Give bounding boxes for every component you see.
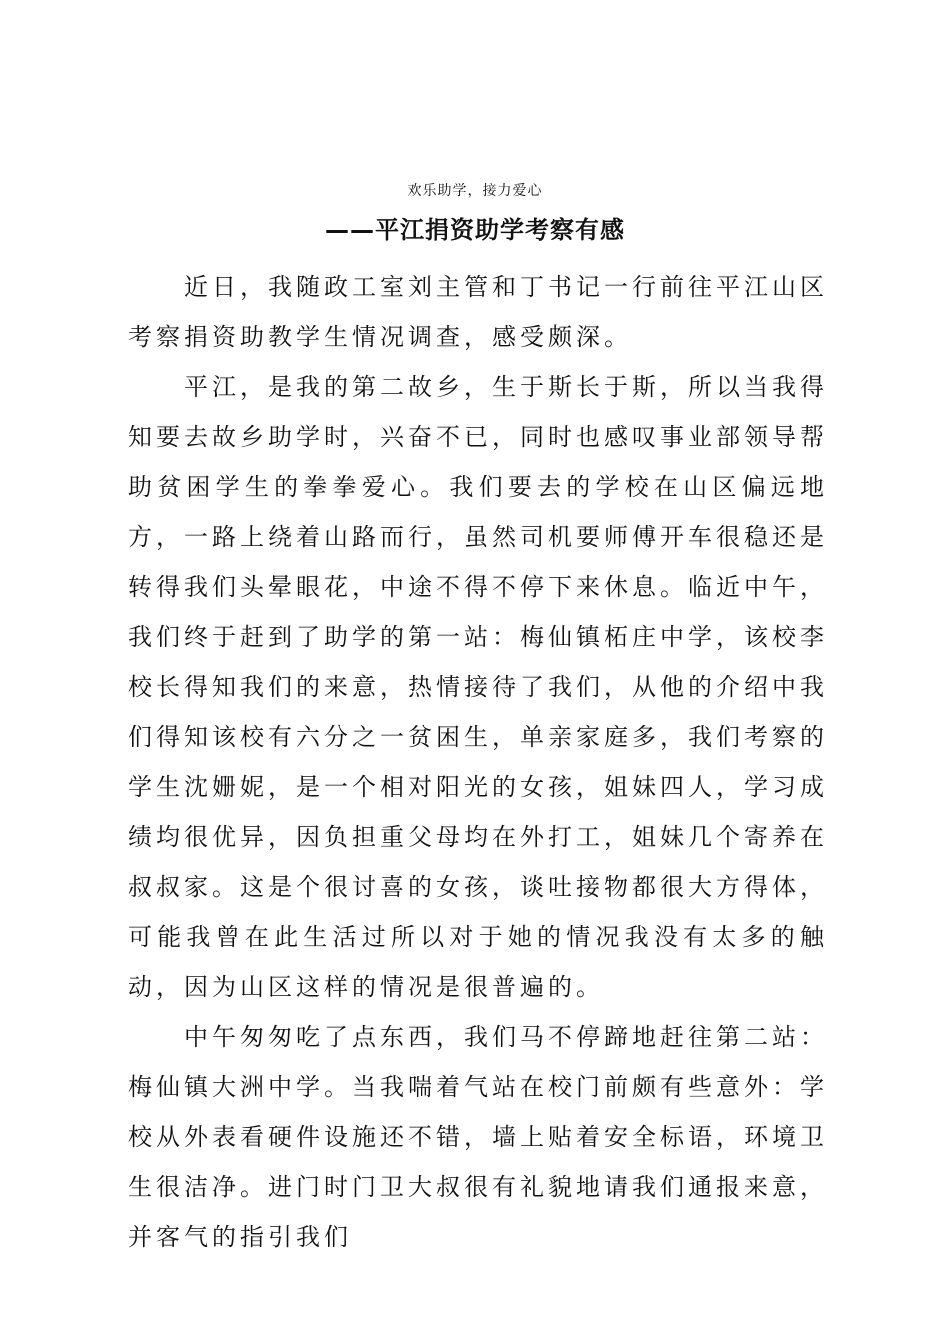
paragraph-2: 平江，是我的第二故乡，生于斯长于斯，所以当我得知要去故乡助学时，兴奋不已，同时也感叹事业部领导帮助贫困学生的拳拳爱心。我们要去的学校在山区偏远地方，一路上绕着山路而行，虽然司机要师傅开车很稳还是转得我们头晕眼花，中途不得不停下来休息。临近中午，我们终于赶到了助学的第一站：梅仙镇柘庄中学，该校李校长得知我们的来意，热情接待了我们，从他的介绍中我们得知该校有六分之一贫困生，单亲家庭多，我们考察的学生沈姗妮，是一个相对阳光的女孩，姐妹四人，学习成绩均很优异，因负担重父母均在外打工，姐妹几个寄养在叔叔家。这是个很讨喜的女孩，谈吐接物都很大方得体，可能我曾在此生活过所以对于她的情况我没有太多的触动，因为山区这样的情况是很普遍的。: [128, 373, 828, 1001]
document-subtitle: ——平江捐资助学考察有感: [325, 216, 625, 244]
paragraph-1: 近日，我随政工室刘主管和丁书记一行前往平江山区考察捐资助教学生情况调查，感受颇深。: [128, 273, 828, 351]
paragraph-3: 中午匆匆吃了点东西，我们马不停蹄地赶往第二站：梅仙镇大洲中学。当我喘着气站在校门前颇有些意外：学校从外表看硬件设施还不错，墙上贴着安全标语，环境卫生很洁净。进门时门卫大叔很有礼貌地请我们通报来意，并客气的指引我们: [128, 1023, 828, 1251]
document-body: [128, 262, 828, 1262]
document-title: 欢乐助学，接力爱心: [407, 183, 543, 199]
